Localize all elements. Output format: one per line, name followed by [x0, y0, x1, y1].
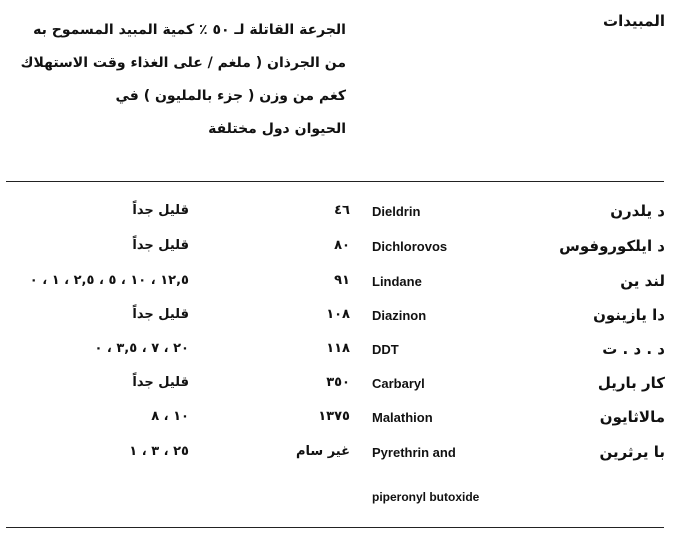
ld50-value: ٨٠: [334, 238, 350, 253]
table-row: [0, 439, 673, 469]
pesticide-arabic-name: مالاثايون: [599, 408, 665, 426]
ld50-value: ١٣٧٥: [318, 409, 350, 424]
pesticide-english-name: Pyrethrin and: [372, 445, 456, 460]
consumption-value: ٢٠ ، ٧ ، ٣,٥ ، ٠: [94, 341, 189, 356]
criteria-column-header: [6, 14, 346, 146]
criteria-header-line: من الجرذان ( ملغم / على الغذاء وقت الاستهلاك: [20, 55, 346, 71]
pesticide-arabic-name: كار باريل: [597, 374, 665, 392]
ld50-value: غير سام: [296, 444, 350, 459]
pesticide-english-name-continuation: piperonyl butoxide: [372, 490, 480, 504]
pesticide-english-name: Dichlorovos: [372, 239, 448, 254]
table-row: [0, 268, 673, 298]
pesticide-arabic-name: لند ين: [620, 272, 665, 290]
pesticide-arabic-name: د ايلكوروفوس: [559, 237, 665, 255]
header-rule: [6, 181, 664, 182]
pesticide-arabic-name: با يرثرين: [599, 443, 665, 461]
ld50-value: ١٠٨: [326, 307, 350, 322]
pesticide-arabic-name: دا يازينون: [593, 306, 665, 324]
consumption-value: ١٠ ، ٨: [151, 409, 189, 424]
ld50-value: ٩١: [334, 273, 350, 288]
consumption-value: ١٢,٥ ، ١٠ ، ٥ ، ٢,٥ ، ١ ، ٠: [29, 273, 189, 288]
consumption-value: قليل جداً: [132, 203, 189, 218]
table-row: [0, 233, 673, 263]
pesticides-column-header: المبيدات: [603, 12, 665, 30]
table-row: [0, 336, 673, 366]
consumption-value: ٢٥ ، ٣ ، ١: [129, 444, 189, 459]
ld50-value: ١١٨: [326, 341, 350, 356]
pesticide-english-name: Malathion: [372, 410, 433, 425]
table-row: [0, 302, 673, 332]
table-row: [0, 198, 673, 228]
table-row: [0, 404, 673, 434]
pesticide-english-name: Carbaryl: [372, 376, 425, 391]
consumption-value: قليل جداً: [132, 375, 189, 390]
ld50-value: ٤٦: [334, 203, 350, 218]
pesticide-english-name: Lindane: [372, 274, 422, 289]
pesticide-arabic-name: د يلدرن: [610, 202, 665, 220]
pesticide-english-name: Dieldrin: [372, 204, 421, 219]
pesticide-english-name: Diazinon: [372, 308, 427, 323]
consumption-value: قليل جداً: [132, 238, 189, 253]
pesticide-english-name: DDT: [372, 342, 399, 357]
criteria-header-line: الجرعة القاتلة لـ ٥٠ ٪ كمية المبيد المسموح به: [33, 22, 346, 38]
ld50-value: ٣٥٠: [326, 375, 350, 390]
pesticide-arabic-name: د . د . ت: [602, 340, 665, 358]
table-row: [0, 370, 673, 400]
consumption-value: قليل جداً: [132, 307, 189, 322]
footer-rule: [6, 527, 664, 528]
criteria-header-line: كغم من وزن ( جزء بالمليون ) في: [115, 88, 346, 104]
criteria-header-line: الحيوان دول مختلفة: [208, 121, 346, 137]
